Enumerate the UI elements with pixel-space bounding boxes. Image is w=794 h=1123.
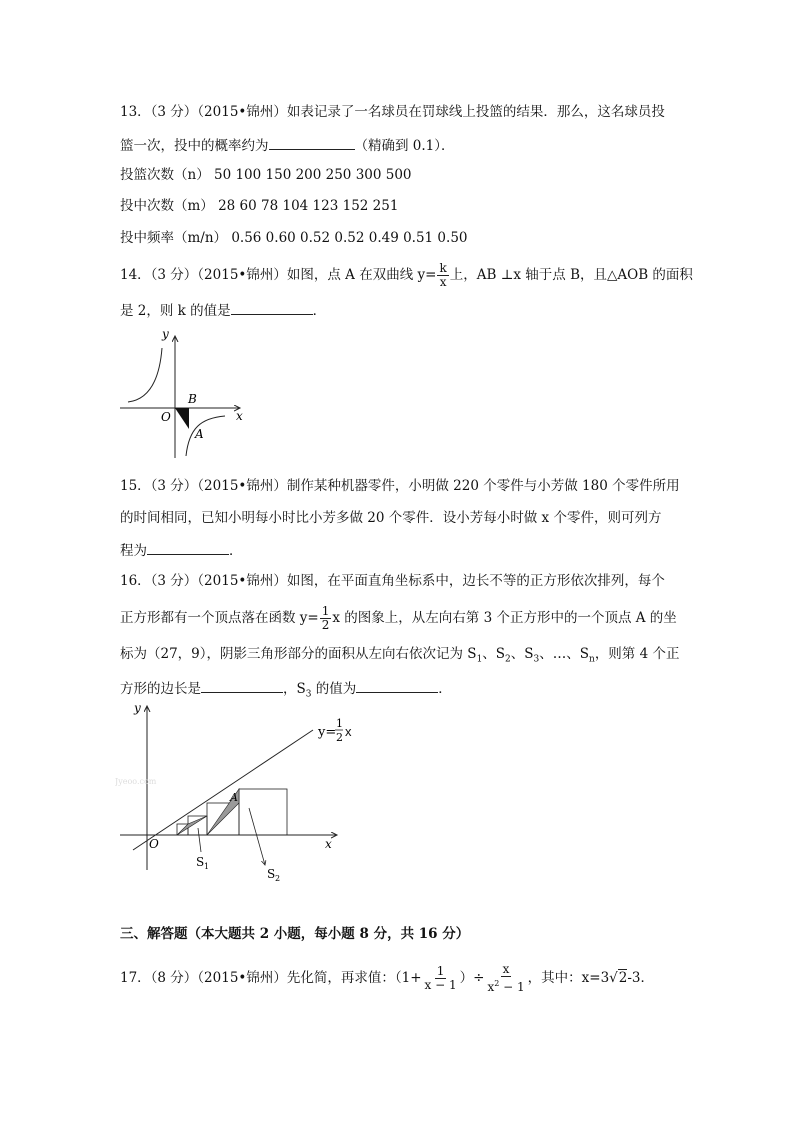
fig16-a-label: A [230, 791, 238, 804]
fig16-eq-den: 2 [336, 731, 343, 744]
s1-subscript: 1 [476, 654, 483, 665]
q14-frac-num: k [439, 261, 447, 275]
q13-table-row-frequency: 投中频率（m/n） 0.56 0.60 0.52 0.52 0.49 0.51 0.50 [120, 230, 468, 246]
q16-line3-post: ，则第 4 个正 [594, 646, 680, 662]
fig16-x-label: x [325, 837, 332, 851]
q13-answer-blank[interactable] [269, 135, 355, 150]
q17-sqrt: 2 [618, 970, 628, 986]
q13-table-row-shots: 投篮次数（n） 50 100 150 200 250 300 500 [120, 167, 412, 183]
q14-line1-post: 上，AB ⊥x 轴于点 B，且△AOB 的面积 [449, 267, 693, 283]
q17-post-pre: ，其中：x=3 [527, 970, 610, 986]
q13-line2-post: （精确到 0.1）． [354, 138, 455, 154]
q17-f2-den-post: − 1 [499, 980, 525, 994]
shaded-triangle-s1 [177, 816, 207, 835]
fig16-s2-label: S [267, 867, 276, 881]
q15-answer-blank[interactable] [147, 540, 229, 555]
q17-f1-den: x − 1 [424, 978, 457, 992]
fig16-s1-sub: 1 [204, 862, 210, 871]
q15-line2: 的时间相同，已知小明每小时比小芳多做 20 个零件．设小芳每小时做 x 个零件，则可列方 [120, 510, 662, 526]
s1-pointer [198, 828, 201, 852]
q16-line1: 16．（3 分）（2015•锦州）如图，在平面直角坐标系中，边长不等的正方形依次排列，每个 [120, 573, 665, 589]
line-y-half-x [133, 730, 313, 850]
hyperbola-left-branch [128, 348, 162, 402]
q13-line2-pre: 篮一次，投中的概率约为 [120, 138, 269, 154]
fig16-eq-x: x [345, 724, 352, 739]
q16-frac-den: 2 [321, 618, 330, 632]
watermark: Jyeoo.com [115, 777, 157, 786]
q16-fraction [320, 605, 332, 632]
q14-frac-den: x [439, 275, 447, 289]
q17-f2-den-sup: 2 [494, 979, 500, 988]
q17-f2-den: x [487, 980, 495, 994]
fig14-y-label: y [162, 328, 169, 341]
q15-line1: 15．（3 分）（2015•锦州）制作某种机器零件，小明做 220 个零件与小芳做 180 个零件所用 [120, 478, 680, 494]
fig16-eq-num: 1 [336, 717, 343, 730]
q16-squares-figure [115, 700, 345, 885]
q16-line3-text: 标为（27，9），阴影三角形部分的面积从左向右依次记为 S [120, 646, 477, 662]
q17-fraction-1 [423, 965, 459, 992]
q16-line4-mid: ，S [283, 681, 306, 697]
q17-line: 17．（8 分）（2015•锦州）先化简，再求值：（1+ $\frac{1}{x - 1}$ ）÷ $\frac{x}{x^2 - 1}$ ，其中：x=3√2-3． [120, 962, 655, 994]
q14-answer-blank[interactable] [231, 300, 313, 315]
s3-subscript: 3 [533, 654, 540, 665]
q16-answer-blank-side[interactable] [201, 678, 283, 693]
square-4 [239, 789, 287, 835]
q17-f1-num: 1 [436, 964, 445, 978]
q17-pre: 17．（8 分）（2015•锦州）先化简，再求值：（1+ [120, 970, 422, 986]
fig14-b-label: B [188, 392, 197, 406]
q17-f2-num: x [502, 962, 510, 976]
triangle-aob [175, 408, 189, 429]
section3-heading: 三、解答题（本大题共 2 小题，每小题 8 分，共 16 分） [120, 926, 470, 942]
q14-line1 [120, 262, 693, 289]
q16-frac-num: 1 [321, 604, 330, 618]
q15-line3 [120, 540, 243, 560]
q16-line4-mid2: 的值为 [311, 681, 357, 697]
fig16-o-label: O [149, 837, 159, 851]
hyperbola-right-branch [186, 416, 225, 456]
q14-fraction [437, 262, 448, 289]
fig16-s2-sub: 2 [275, 874, 281, 883]
s3-subscript-line4: 3 [305, 689, 312, 700]
q13-line1: 13．（3 分）（2015•锦州）如表记录了一名球员在罚球线上投篮的结果．那么，这名球员投 [120, 104, 665, 120]
q17-f2-den-wrap [485, 977, 526, 994]
q14-line2-pre: 是 2，则 k 的值是 [120, 303, 231, 319]
q15-line3-post: ． [229, 543, 243, 559]
fig16-s1-label: S [196, 855, 205, 869]
q16-line3-sep2: 、S [510, 646, 534, 662]
q16-line3-sep1: 、S [482, 646, 506, 662]
q16-line3-sep3: 、…、S [539, 646, 590, 662]
q17-mid: ）÷ [459, 970, 485, 986]
fig14-o-label: O [161, 410, 171, 424]
q16-line2-pre: 正方形都有一个顶点落在函数 y= [120, 610, 319, 626]
sn-subscript: n [589, 654, 595, 665]
q13-table-row-hits: 投中次数（m） 28 60 78 104 123 152 251 [120, 198, 399, 214]
q15-line3-pre: 程为 [120, 543, 147, 559]
fig16-eq-pre: y= [318, 725, 337, 740]
s2-pointer [249, 808, 265, 865]
fig14-a-label: A [195, 427, 204, 441]
q16-line4-pre: 方形的边长是 [120, 681, 201, 697]
fig16-y-label: y [134, 701, 141, 715]
q14-line1-pre: 14．（3 分）（2015•锦州）如图，点 A 在双曲线 y= [120, 267, 437, 283]
q16-line4-post: ． [438, 681, 452, 697]
q14-hyperbola-figure [115, 328, 255, 463]
q14-line2-post: ． [312, 303, 327, 319]
q16-line3 [120, 645, 679, 669]
q17-fraction-2 [485, 963, 526, 994]
q17-post: -3． [627, 970, 655, 986]
q16-line2 [120, 605, 677, 632]
fig14-x-label: x [236, 409, 243, 423]
q16-answer-blank-s3[interactable] [356, 678, 438, 693]
q16-line2-post: x 的图象上，从左向右第 3 个正方形中的一个顶点 A 的坐 [332, 610, 677, 626]
q14-line2 [120, 300, 326, 320]
q13-line2 [120, 135, 455, 155]
s2-subscript: 2 [505, 654, 511, 665]
